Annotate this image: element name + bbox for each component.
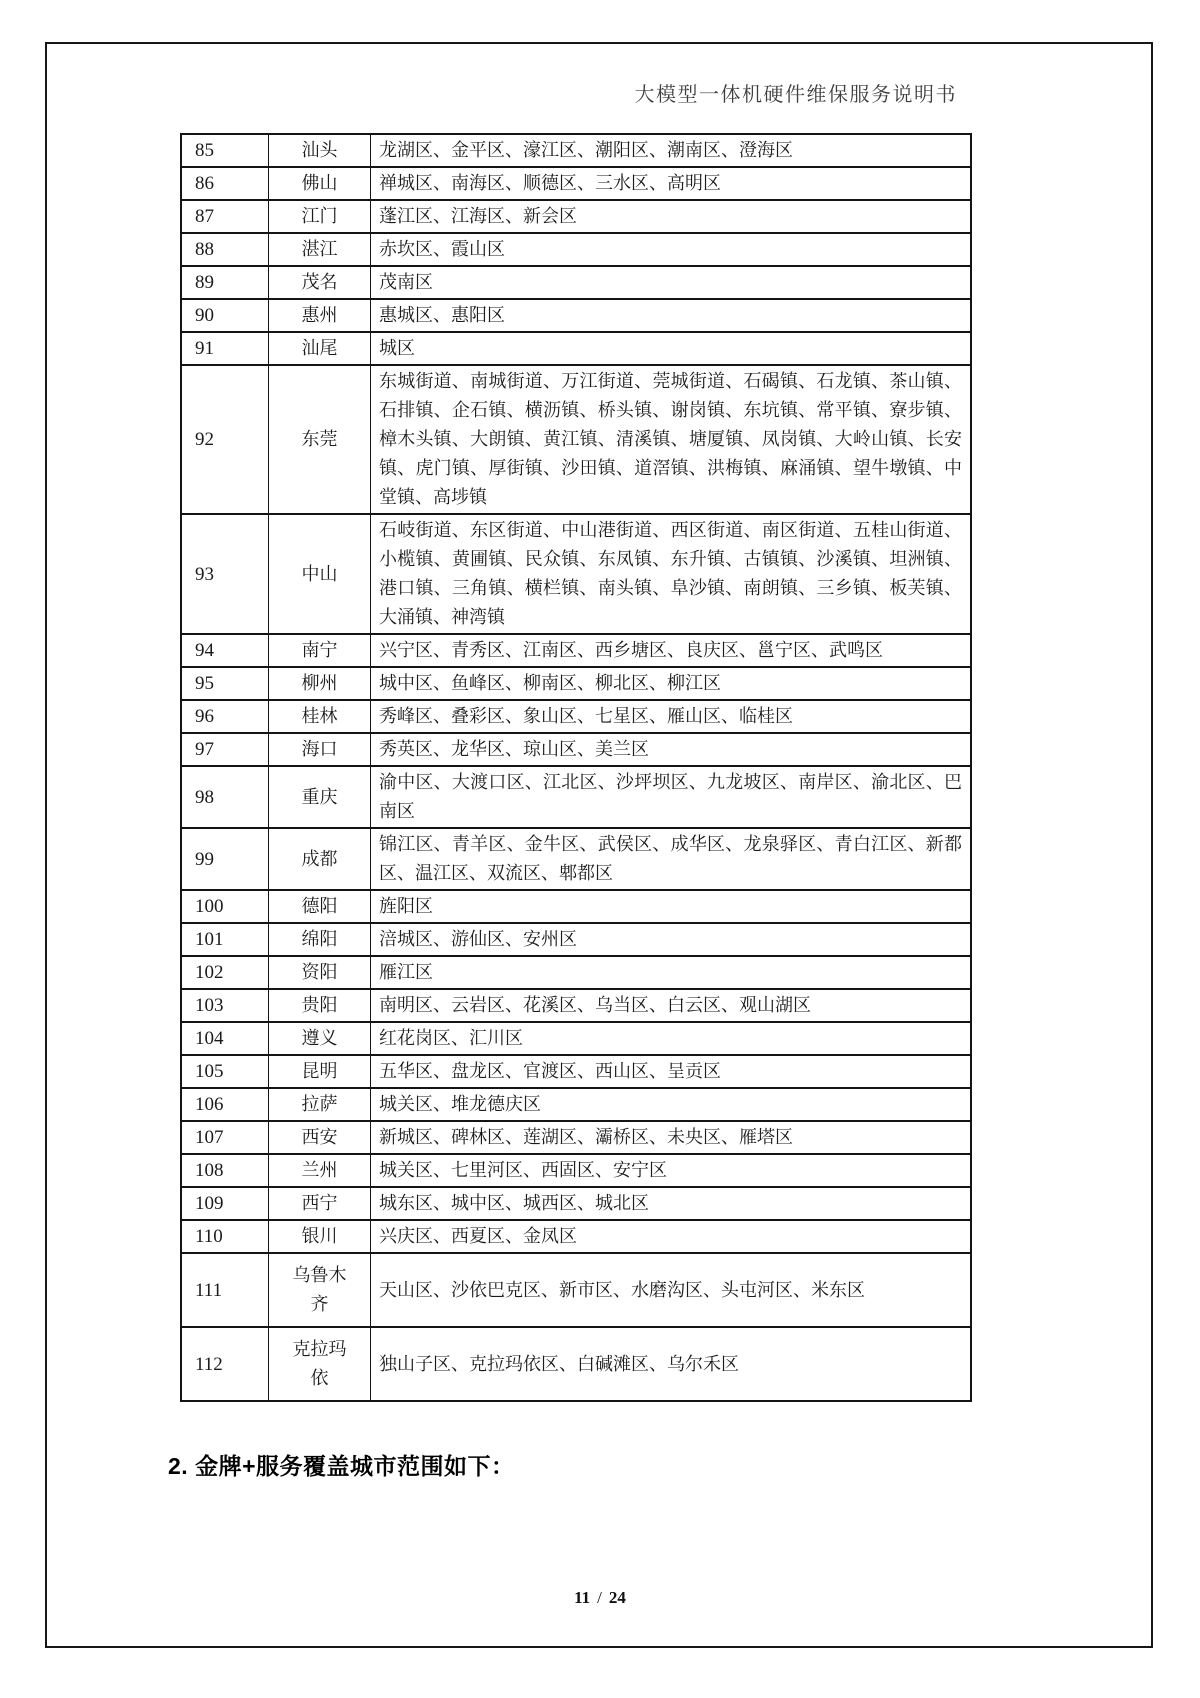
city-name-cell: 银川 <box>269 1220 371 1253</box>
table-row <box>181 1187 971 1220</box>
districts-cell: 渝中区、大渡口区、江北区、沙坪坝区、九龙坡区、南岸区、渝北区、巴南区 <box>371 766 972 828</box>
row-number-cell: 110 <box>181 1220 269 1253</box>
districts-cell: 锦江区、青羊区、金牛区、武侯区、成华区、龙泉驿区、青白江区、新都区、温江区、双流区、郫都区 <box>371 828 972 890</box>
city-name-cell: 西安 <box>269 1121 371 1154</box>
table-row <box>181 365 971 514</box>
row-number-cell: 86 <box>181 167 269 200</box>
city-name-cell: 贵阳 <box>269 989 371 1022</box>
section-heading: 2. 金牌+服务覆盖城市范围如下： <box>168 1453 515 1479</box>
table-row <box>181 134 971 167</box>
city-name-cell: 西宁 <box>269 1187 371 1220</box>
page-number-total: 24 <box>608 1588 626 1607</box>
city-name-cell: 乌鲁木齐 <box>269 1253 371 1327</box>
table-row <box>181 1220 971 1253</box>
row-number-cell: 97 <box>181 733 269 766</box>
coverage-table <box>180 133 972 1402</box>
city-name-cell: 东莞 <box>269 365 371 514</box>
row-number-cell: 96 <box>181 700 269 733</box>
districts-cell: 秀英区、龙华区、琼山区、美兰区 <box>371 733 972 766</box>
districts-cell: 新城区、碑林区、莲湖区、灞桥区、未央区、雁塔区 <box>371 1121 972 1154</box>
city-name-cell: 桂林 <box>269 700 371 733</box>
table-row <box>181 1055 971 1088</box>
districts-cell: 城关区、七里河区、西固区、安宁区 <box>371 1154 972 1187</box>
table-row <box>181 890 971 923</box>
districts-cell: 城关区、堆龙德庆区 <box>371 1088 972 1121</box>
city-name-cell: 中山 <box>269 514 371 634</box>
districts-cell: 五华区、盘龙区、官渡区、西山区、呈贡区 <box>371 1055 972 1088</box>
city-name-cell: 成都 <box>269 828 371 890</box>
row-number-cell: 95 <box>181 667 269 700</box>
city-name-cell: 资阳 <box>269 956 371 989</box>
row-number-cell: 102 <box>181 956 269 989</box>
city-name-cell: 克拉玛依 <box>269 1327 371 1401</box>
districts-cell: 兴庆区、西夏区、金凤区 <box>371 1220 972 1253</box>
page-content <box>168 78 972 1481</box>
districts-cell: 涪城区、游仙区、安州区 <box>371 923 972 956</box>
row-number-cell: 109 <box>181 1187 269 1220</box>
row-number-cell: 112 <box>181 1327 269 1401</box>
districts-cell: 雁江区 <box>371 956 972 989</box>
city-name-cell: 遵义 <box>269 1022 371 1055</box>
districts-cell: 兴宁区、青秀区、江南区、西乡塘区、良庆区、邕宁区、武鸣区 <box>371 634 972 667</box>
page-number-separator: / <box>597 1588 602 1607</box>
districts-cell: 惠城区、惠阳区 <box>371 299 972 332</box>
city-name-cell: 拉萨 <box>269 1088 371 1121</box>
table-row <box>181 167 971 200</box>
row-number-cell: 107 <box>181 1121 269 1154</box>
row-number-cell: 99 <box>181 828 269 890</box>
table-row <box>181 266 971 299</box>
districts-cell: 天山区、沙依巴克区、新市区、水磨沟区、头屯河区、米东区 <box>371 1253 972 1327</box>
districts-cell: 独山子区、克拉玛依区、白碱滩区、乌尔禾区 <box>371 1327 972 1401</box>
row-number-cell: 87 <box>181 200 269 233</box>
row-number-cell: 104 <box>181 1022 269 1055</box>
table-row <box>181 1154 971 1187</box>
page-footer <box>0 1588 1200 1608</box>
table-row <box>181 667 971 700</box>
districts-cell: 茂南区 <box>371 266 972 299</box>
row-number-cell: 105 <box>181 1055 269 1088</box>
city-name-cell: 汕尾 <box>269 332 371 365</box>
districts-cell: 城东区、城中区、城西区、城北区 <box>371 1187 972 1220</box>
row-number-cell: 111 <box>181 1253 269 1327</box>
row-number-cell: 103 <box>181 989 269 1022</box>
table-row <box>181 634 971 667</box>
page-border-frame <box>45 42 1153 1648</box>
districts-cell: 东城街道、南城街道、万江街道、莞城街道、石碣镇、石龙镇、茶山镇、石排镇、企石镇、横沥镇、桥头镇、谢岗镇、东坑镇、常平镇、寮步镇、樟木头镇、大朗镇、黄江镇、清溪镇、塘厦镇、凤岗镇、大岭山镇、长安镇、虎门镇、厚街镇、沙田镇、道滘镇、洪梅镇、麻涌镇、望牛墩镇、中堂镇、高埗镇 <box>371 365 972 514</box>
city-name-cell: 南宁 <box>269 634 371 667</box>
districts-cell: 旌阳区 <box>371 890 972 923</box>
table-row <box>181 733 971 766</box>
row-number-cell: 93 <box>181 514 269 634</box>
districts-cell: 龙湖区、金平区、濠江区、潮阳区、潮南区、澄海区 <box>371 134 972 167</box>
table-row <box>181 332 971 365</box>
city-name-cell: 绵阳 <box>269 923 371 956</box>
row-number-cell: 108 <box>181 1154 269 1187</box>
table-row <box>181 700 971 733</box>
table-row <box>181 923 971 956</box>
districts-cell: 秀峰区、叠彩区、象山区、七星区、雁山区、临桂区 <box>371 700 972 733</box>
districts-cell: 红花岗区、汇川区 <box>371 1022 972 1055</box>
table-row <box>181 514 971 634</box>
row-number-cell: 101 <box>181 923 269 956</box>
city-name-cell: 兰州 <box>269 1154 371 1187</box>
coverage-table-body <box>181 134 971 1401</box>
page-number-current: 11 <box>574 1588 591 1607</box>
city-name-cell: 江门 <box>269 200 371 233</box>
row-number-cell: 100 <box>181 890 269 923</box>
city-name-cell: 佛山 <box>269 167 371 200</box>
table-row <box>181 233 971 266</box>
row-number-cell: 88 <box>181 233 269 266</box>
table-row <box>181 1088 971 1121</box>
table-row <box>181 989 971 1022</box>
row-number-cell: 90 <box>181 299 269 332</box>
districts-cell: 南明区、云岩区、花溪区、乌当区、白云区、观山湖区 <box>371 989 972 1022</box>
document-header-title: 大模型一体机硬件维保服务说明书 <box>634 84 957 106</box>
districts-cell: 蓬江区、江海区、新会区 <box>371 200 972 233</box>
row-number-cell: 89 <box>181 266 269 299</box>
districts-cell: 城区 <box>371 332 972 365</box>
table-row <box>181 1327 971 1401</box>
table-row <box>181 828 971 890</box>
row-number-cell: 85 <box>181 134 269 167</box>
city-name-cell: 湛江 <box>269 233 371 266</box>
row-number-cell: 106 <box>181 1088 269 1121</box>
row-number-cell: 91 <box>181 332 269 365</box>
row-number-cell: 98 <box>181 766 269 828</box>
table-row <box>181 1022 971 1055</box>
districts-cell: 城中区、鱼峰区、柳南区、柳北区、柳江区 <box>371 667 972 700</box>
row-number-cell: 94 <box>181 634 269 667</box>
table-row <box>181 766 971 828</box>
table-row <box>181 299 971 332</box>
table-row <box>181 200 971 233</box>
districts-cell: 石岐街道、东区街道、中山港街道、西区街道、南区街道、五桂山街道、小榄镇、黄圃镇、民众镇、东凤镇、东升镇、古镇镇、沙溪镇、坦洲镇、港口镇、三角镇、横栏镇、南头镇、阜沙镇、南朗镇、三乡镇、板芙镇、大涌镇、神湾镇 <box>371 514 972 634</box>
city-name-cell: 重庆 <box>269 766 371 828</box>
table-row <box>181 1121 971 1154</box>
districts-cell: 赤坎区、霞山区 <box>371 233 972 266</box>
city-name-cell: 海口 <box>269 733 371 766</box>
city-name-cell: 茂名 <box>269 266 371 299</box>
table-row <box>181 956 971 989</box>
table-row <box>181 1253 971 1327</box>
districts-cell: 禅城区、南海区、顺德区、三水区、高明区 <box>371 167 972 200</box>
city-name-cell: 德阳 <box>269 890 371 923</box>
city-name-cell: 昆明 <box>269 1055 371 1088</box>
city-name-cell: 惠州 <box>269 299 371 332</box>
row-number-cell: 92 <box>181 365 269 514</box>
city-name-cell: 汕头 <box>269 134 371 167</box>
city-name-cell: 柳州 <box>269 667 371 700</box>
